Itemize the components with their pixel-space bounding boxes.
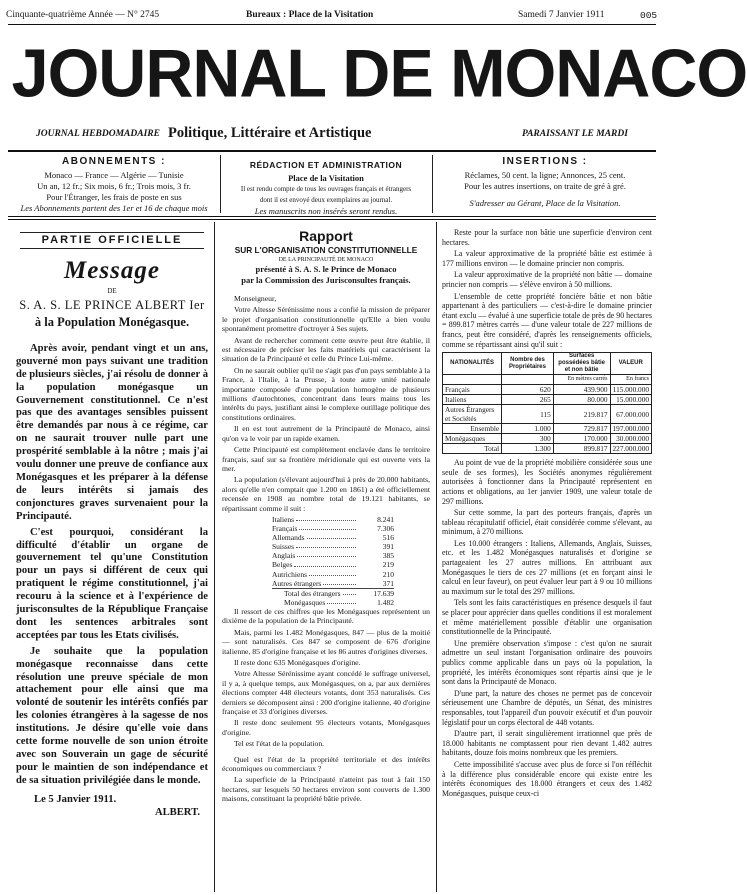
abonnements-box: [10, 156, 218, 214]
tagline-center: Politique, Littéraire et Artistique: [168, 125, 372, 141]
rapport-commission: par la Commission des Jurisconsultes français.: [241, 275, 411, 285]
message-de: DE: [107, 286, 117, 295]
rapport-salutation: Monseigneur,: [234, 294, 277, 303]
message-signature: ALBERT.: [154, 806, 200, 818]
table-header: NATIONALITÉS: [443, 353, 502, 375]
tagline-right: PARAISSANT LE MARDI: [522, 129, 628, 139]
rapport-presented: présenté à S. A. S. le Prince de Monaco: [255, 264, 397, 274]
redaction-line: Il est rendu compte de tous les ouvrages français et étrangers: [240, 185, 412, 193]
rapport-title: Rapport: [299, 228, 353, 244]
abonnements-line: Les Abonnements partent des 1er et 16 de chaque mois: [20, 203, 208, 213]
column-divider: [214, 222, 215, 892]
rapport-paragraph: La valeur approximative de la propriété bâtie est estimée à 177 millions environ — le domaine princier non compris.: [442, 249, 652, 268]
table-row: Italiens 265 80.000 15.000.000: [443, 395, 652, 405]
insertions-line: Pour les autres insertions, on traite de gré à gré.: [464, 181, 626, 191]
column-rapport-continued: [442, 228, 652, 800]
rapport-paragraph: La population (s'élevant aujourd'hui à près de 20.000 habitants, alors qu'elle n'en comptait que 1.200 en 1861) a été officiellement recensée en 1908 au nombre total de 19.121 habitants, se répartissant comme il suit :: [222, 475, 430, 513]
insertions-line: S'adresser au Gérant, Place de la Visitation.: [469, 198, 621, 208]
table-row: Français 620 439.900 115.000.000: [443, 385, 652, 395]
population-total-row: Total des étrangers 17.639: [272, 588, 394, 598]
rapport-paragraph: Votre Altesse Sérénissime ayant concédé le suffrage universel, il y a, à quelque temps, aux Monégasques, on a, par aux dernières élections compter 448 électeurs votants, dont 353 naturalisés. Ces derniers se décomposent ainsi : 200 d'origine italienne, 40 d'origine française et 33 d'origines diverses.: [222, 669, 430, 716]
population-list: [222, 515, 430, 607]
abonnements-line: Monaco — France — Algérie — Tunisie: [44, 170, 184, 180]
box-divider: [220, 155, 221, 213]
rapport-subtitle: SUR L'ORGANISATION CONSTITUTIONNELLE: [234, 245, 418, 255]
rapport-paragraph: Il reste donc 635 Monégasques d'origine.: [234, 657, 361, 667]
office-address: Bureaux : Place de la Visitation: [246, 10, 374, 20]
column-divider: [436, 222, 437, 892]
population-row: Autrichiens 210: [272, 569, 394, 579]
column-rapport: [222, 228, 430, 806]
redaction-title: RÉDACTION ET ADMINISTRATION: [249, 160, 403, 170]
redaction-box: [222, 160, 430, 217]
population-monegasques-row: Monégasques 1.482: [284, 597, 394, 607]
message-date: Le 5 Janvier 1911.: [34, 793, 117, 805]
rapport-paragraph: Tels sont les faits caractéristiques en présence desquels il faut se placer pour apprécier dans quelles conditions il est moralement et même matériellement possible d'établir une organisation constitutionnelle de la Principauté.: [442, 598, 652, 637]
boxes-rule: [8, 216, 656, 217]
message-title: Message: [64, 256, 160, 284]
population-row: Suisses 391: [272, 542, 394, 552]
abonnements-title: ABONNEMENTS :: [62, 156, 166, 167]
header-rule: [8, 150, 656, 152]
issue-bar: [0, 10, 664, 24]
rapport-paragraph: Votre Altesse Sérénissime nous a confié la mission de préparer le projet d'organisation constitutionnelle qu'Elle a bien voulu spontanément promettre d'octroyer à Ses sujets.: [222, 305, 430, 334]
population-row: Anglais 385: [272, 551, 394, 561]
redaction-line: Place de la Visitation: [288, 173, 364, 183]
insertions-title: INSERTIONS :: [502, 156, 588, 167]
population-row: Allemands 516: [272, 533, 394, 543]
box-divider: [432, 155, 433, 213]
rapport-paragraph: On ne saurait oublier qu'il ne s'agit pas d'un pays semblable à la France, à l'Italie, à la Prusse, à toute autre unité nationale importante composée d'une population homogène de plusieurs millions d'autochtones, concentrant dans leurs mains tous les intérêts du pays, justifiant ainsi le complexe outillage politique des constitutions ordinaires.: [222, 365, 430, 422]
table-unit: En mètres carrés: [553, 375, 610, 385]
table-units-row: [443, 375, 652, 385]
table-row: Autres Étrangers et Sociétés 115 219.817 67.000.000: [443, 405, 652, 424]
table-row: Total 1.300 899.817 227.000.000: [443, 444, 652, 454]
message-population: à la Population Monégasque.: [34, 314, 190, 329]
redaction-line: Les manuscrits non insérés seront rendus.: [254, 206, 398, 216]
rapport-paragraph: Cette impossibilité s'accuse avec plus de force si l'on réfléchit à la différence plus considérable encore qui existe entre les intérêts économiques des 18.000 étrangers et ceux des 1.482 Monégasques, puisque ceux-ci: [442, 759, 652, 798]
rapport-paragraph: Quel est l'état de la propriété territoriale et des intérêts économiques ou commerciaux ?: [222, 754, 430, 773]
issue-date: Samedi 7 Janvier 1911: [518, 10, 605, 20]
abonnements-line: Un an, 12 fr.; Six mois, 6 fr.; Trois mois, 3 fr.: [37, 181, 191, 191]
population-row: Français 7.306: [272, 524, 394, 534]
rapport-paragraph: Une première observation s'impose : c'est qu'on ne saurait admettre un seul instant l'organisation ordinaire des pouvoirs publics comme applicable dans un pays où la population, la propriété, les intérêts économiques sont répartis ainsi que je le sont dans la Principauté de Monaco.: [442, 638, 652, 687]
table-row: Monégasques 300 170.000 30.000.000: [443, 434, 652, 444]
rapport-paragraph: Tel est l'état de la population.: [234, 739, 325, 749]
table-row: Ensemble 1.000 729.817 197.000.000: [443, 424, 652, 434]
section-heading: PARTIE OFFICIELLE: [20, 232, 204, 249]
message-paragraph: C'est pourquoi, considérant la difficulté d'établir un organe de gouvernement tel qu'une Constitution pour un pays si différent de ceux qui pratiquent le régime constitutionnel, j'ai recouru à la science et à l'expérience de jurisconsultes de la République Française dont les sentences arbitrales sont acceptées par tous les Etats civilisés.: [16, 526, 208, 641]
table-header: VALEUR: [610, 353, 652, 375]
message-paragraph: Je souhaite que la population monégasque reconnaisse dans cette résolution une preuve spéciale de mon attachement pour elle ainsi que ma volonté de soutenir les intérêts confiés par les colonies étrangères à la sagesse de nos institutions. Je désire qu'elle voie dans cette forme nouvelle de son union étroite avec son Souverain un gage de sécurité pour le maintien de son indépendance et de sa situation privilégiée dans le monde.: [16, 645, 208, 786]
insertions-line: Réclames, 50 cent. la ligne; Annonces, 25 cent.: [464, 170, 626, 180]
rapport-paragraph: D'une part, la nature des choses ne permet pas de concevoir sérieusement une Chambre de députés, un Sénat, des ministres responsables, tout l'appareil d'un pouvoir exécutif et d'un pouvoir législatif pour un corps électoral de 448 votants.: [442, 688, 652, 727]
message-paragraph: Après avoir, pendant vingt et un ans, gouverné mon pays suivant une tradition de plusieurs siècles, j'ai résolu de donner à la population monégasque un Gouvernement constitutionnel. Ce n'est pas que des avantages sensibles puissent être demandés par nous à ce régime, car on ne saurait trouver nulle part une prospérité semblable à la nôtre ; mais j'ai voulu donner une preuve de confiance aux Monégasques et les préparer à la défense de leurs intérêts si jamais des conjonctures graves survenaient pour la Principauté.: [16, 342, 208, 522]
masthead-title: JOURNAL DE MONACO: [11, 35, 747, 112]
tagline-left: JOURNAL HEBDOMADAIRE: [36, 129, 160, 139]
rapport-paragraph: D'autre part, il serait singulièrement irrationnel que près de 18.000 habitants ne comptassent pour rien devant 1.482 autres habitants, douze fois moins nombreux que les premiers.: [442, 729, 652, 758]
page-number: 005: [640, 10, 658, 21]
rapport-paragraph: Il reste donc seulement 95 électeurs votants, Monégasques d'origine.: [222, 718, 430, 737]
table-header: Nombre des Propriétaires: [502, 353, 554, 375]
issue-number: Cinquante-quatrième Année — N° 2745: [6, 10, 160, 20]
property-table: [442, 352, 652, 454]
rapport-paragraph: La valeur approximative de la propriété non bâtie — domaine princier non compris — s'élève environ à 50 millions.: [442, 270, 652, 289]
rapport-paragraph: Cette Principauté est complètement enclavée dans le territoire français, sauf sur sa frontière méridionale qui est ouverte vers la mer.: [222, 445, 430, 473]
rapport-paragraph: La superficie de la Principauté n'atteint pas tout à fait 150 hectares, sur lesquels 50 hectares environ sont couverts de 1.300 maisons, constituant la propriété bâtie privée.: [222, 775, 430, 804]
rapport-paragraph: L'ensemble de cette propriété foncière bâtie et non bâtie appartenant à des particuliers — c'est-à-dire le domaine princier étant exclu — évalué à une superficie totale de près de 90 hectares = 899.817 mètres carrés — d'une valeur totale de 227 millions de francs, peut être considéré, d'après les renseignements officiels, comme se répartissant ainsi qu'il suit :: [442, 291, 652, 349]
population-row: Belges 219: [272, 560, 394, 570]
message-prince: S. A. S. LE PRINCE ALBERT Ier: [19, 297, 205, 312]
rapport-paragraph: Il ressort de ces chiffres que les Monégasques représentent un dixième de la population de la Principauté.: [222, 606, 430, 626]
table-unit: En francs: [610, 375, 652, 385]
population-row: Italiens 8.241: [272, 514, 394, 524]
rapport-paragraph: Sur cette somme, la part des porteurs français, d'après un tableau récapitulatif officiel, était considérée comme s'élevant, au minimum, à 270 millions.: [442, 508, 652, 537]
table-header-row: [443, 353, 652, 375]
rapport-paragraph: Avant de rechercher comment cette œuvre peut être établie, il est nécessaire de préciser les faits matériels qui caractérisent la situation de la Principauté et celle du Prince Lui-même.: [222, 335, 430, 364]
abonnements-line: Pour l'Étranger, les frais de poste en sus: [46, 192, 182, 202]
rapport-paragraph: Mais, parmi les 1.482 Monégasques, 847 — plus de la moitié — sont naturalisés. Ces 847 se composent de 676 d'origine italienne, 85 d'origine française et les 86 autres d'origines diverses.: [222, 627, 430, 656]
boxes-rule: [8, 219, 656, 220]
population-row: Autres étrangers 371: [272, 578, 394, 588]
rapport-paragraph: Les 10.000 étrangers : Italiens, Allemands, Anglais, Suisses, etc. et les 1.482 Monégasques naturalisés et d'origine se partageaient les 27 autres millions. En attribuant aux Monégasques le tiers de ces 27 millions (et en forçant ainsi le calcul en leur faveur), on peut évaluer leur part à 9 ou 10 millions au maximum sur le total des 297 millions.: [442, 538, 652, 596]
insertions-box: [434, 156, 656, 209]
rapport-subtitle2: DE LA PRINCIPAUTÉ DE MONACO: [278, 257, 374, 263]
rapport-paragraph: Il en est tout autrement de la Principauté de Monaco, ainsi qu'on va le voir par un rapide examen.: [222, 424, 430, 443]
redaction-line: dont il est envoyé deux exemplaires au journal.: [259, 196, 393, 204]
rapport-paragraph: Au point de vue de la propriété mobilière considérée sous une seule de ses formes), les Sociétés anonymes régulièrement autorisées à fonctionner dans la Principauté représentent en actions et obligations, au 1er janvier 1909, une valeur totale de 297 millions.: [442, 458, 652, 506]
table-header: Surfaces possédées bâtie et non bâtie: [553, 353, 610, 375]
rapport-paragraph: Reste pour la surface non bâtie une superficie d'environ cent hectares.: [442, 228, 652, 247]
column-message: [16, 228, 208, 820]
top-rule: [8, 24, 656, 25]
